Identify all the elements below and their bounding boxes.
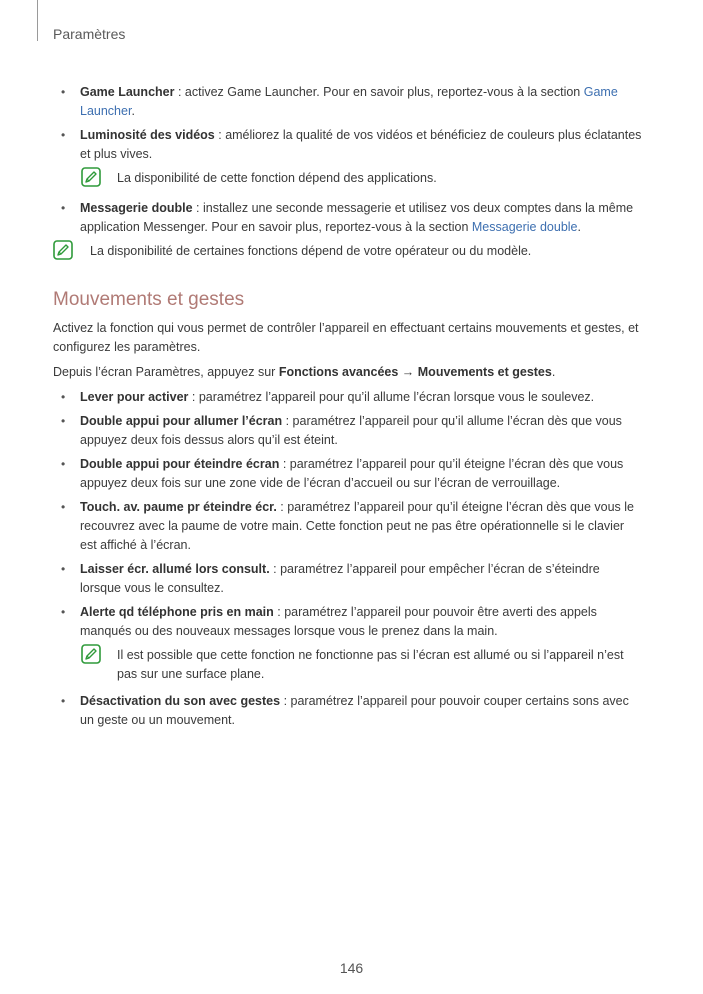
- item-term: Alerte qd téléphone pris en main: [80, 605, 274, 619]
- item-separator: :: [280, 694, 291, 708]
- list-item-double-appui-eteindre: [53, 455, 643, 493]
- list-item-luminosite-videos: [53, 126, 643, 164]
- item-separator: :: [188, 390, 199, 404]
- item-term: Désactivation du son avec gestes: [80, 694, 281, 708]
- bullet-dot: •: [61, 390, 66, 404]
- note-operateur: [53, 242, 643, 264]
- item-term: Messagerie double: [80, 201, 193, 215]
- bullet-dot: •: [61, 128, 66, 142]
- item-text: installez une seconde messagerie et utilisez vos deux comptes dans la même application Messenger. Pour en savoir plus, reportez-vous à la section: [80, 201, 634, 234]
- item-separator: :: [192, 201, 203, 215]
- note-text: Il est possible que cette fonction ne fonctionne pas si l’écran est allumé ou si l’appareil n’est pas sur une surface plane.: [117, 648, 624, 681]
- item-end: .: [131, 104, 135, 118]
- bullet-dot: •: [61, 85, 66, 99]
- item-separator: :: [273, 605, 285, 619]
- page-header-title: Paramètres: [53, 26, 126, 42]
- item-separator: :: [214, 128, 226, 142]
- note-applications: [53, 169, 643, 191]
- item-text: paramétrez l’appareil pour qu’il éteigne l’écran dès que vous le recouvrez avec la paume de votre main. Cette fonction peut ne pas être opérationnelle si le clavier est affiché à l’écran.: [80, 500, 634, 552]
- item-separator: :: [174, 85, 185, 99]
- page-number: 146: [339, 960, 364, 976]
- item-separator: :: [279, 457, 290, 471]
- section-intro: Activez la fonction qui vous permet de contrôler l’appareil en effectuant certains mouvements et gestes, et configurez les paramètres.: [53, 321, 639, 354]
- item-text: activez Game Launcher. Pour en savoir plus, reportez-vous à la section: [184, 85, 584, 99]
- path-arrow: →: [398, 365, 418, 379]
- bullet-dot: •: [61, 694, 66, 708]
- path-step-1: Fonctions avancées: [278, 365, 399, 379]
- path-prefix: Depuis l’écran Paramètres, appuyez sur: [53, 365, 279, 379]
- item-term: Touch. av. paume pr éteindre écr.: [80, 500, 277, 514]
- item-term: Game Launcher: [80, 85, 175, 99]
- bullet-dot: •: [61, 500, 66, 514]
- item-text: paramétrez l’appareil pour pouvoir être averti des appels manqués ou des nouveaux messages lorsque vous le prenez dans la main.: [80, 605, 597, 638]
- note-text: La disponibilité de certaines fonctions dépend de votre opérateur ou du modèle.: [90, 244, 532, 258]
- bullet-dot: •: [61, 562, 66, 576]
- item-text: paramétrez l’appareil pour pouvoir couper certains sons avec un geste ou un mouvement.: [80, 694, 629, 727]
- item-text: paramétrez l’appareil pour qu’il allume l’écran dès que vous appuyez deux fois dessus alors qu’il est éteint.: [80, 414, 622, 447]
- bullet-dot: •: [61, 457, 66, 471]
- item-term: Luminosité des vidéos: [80, 128, 215, 142]
- item-text: paramétrez l’appareil pour qu’il allume l’écran lorsque vous le soulevez.: [198, 390, 595, 404]
- note-pencil-icon: [53, 240, 73, 260]
- bullet-dot: •: [61, 605, 66, 619]
- note-text: La disponibilité de cette fonction dépend des applications.: [117, 171, 437, 185]
- item-term: Lever pour activer: [80, 390, 189, 404]
- header-rule: [37, 0, 38, 41]
- bullet-dot: •: [61, 201, 66, 215]
- item-separator: :: [282, 414, 293, 428]
- item-end: .: [577, 220, 581, 234]
- item-separator: :: [276, 500, 288, 514]
- bullet-dot: •: [61, 414, 66, 428]
- list-item-game-launcher: [53, 83, 643, 121]
- section-heading: Mouvements et gestes: [53, 289, 245, 310]
- note-surface-plane: [53, 646, 643, 684]
- path-end: .: [551, 365, 556, 379]
- item-separator: :: [269, 562, 281, 576]
- path-step-2: Mouvements et gestes: [417, 365, 552, 379]
- item-text: paramétrez l’appareil pour empêcher l’écran de s’éteindre lorsque vous le consultez.: [80, 562, 600, 595]
- list-item-touch-paume: [53, 498, 643, 555]
- navigation-path: [53, 363, 643, 382]
- list-item-alerte-telephone: [53, 603, 643, 641]
- note-pencil-icon: [81, 167, 101, 187]
- page-content: [53, 83, 643, 735]
- list-item-messagerie-double: [53, 199, 643, 237]
- messagerie-double-link[interactable]: Messagerie double: [471, 220, 578, 234]
- list-item-laisser-ecran-allume: [53, 560, 643, 598]
- item-text: paramétrez l’appareil pour qu’il éteigne l’écran dès que vous appuyez deux fois sur une zone vide de l’écran d’accueil ou sur l’écran de verrouillage.: [80, 457, 624, 490]
- item-term: Double appui pour éteindre écran: [80, 457, 280, 471]
- list-item-double-appui-allumer: [53, 412, 643, 450]
- list-item-desactivation-son: [53, 692, 643, 730]
- item-term: Double appui pour allumer l’écran: [80, 414, 283, 428]
- note-pencil-icon: [81, 644, 101, 664]
- list-item-lever-pour-activer: [53, 388, 643, 407]
- item-term: Laisser écr. allumé lors consult.: [80, 562, 270, 576]
- game-launcher-link[interactable]: Game Launcher: [80, 85, 618, 118]
- item-text: améliorez la qualité de vos vidéos et bénéficiez de couleurs plus éclatantes et plus vives.: [80, 128, 642, 161]
